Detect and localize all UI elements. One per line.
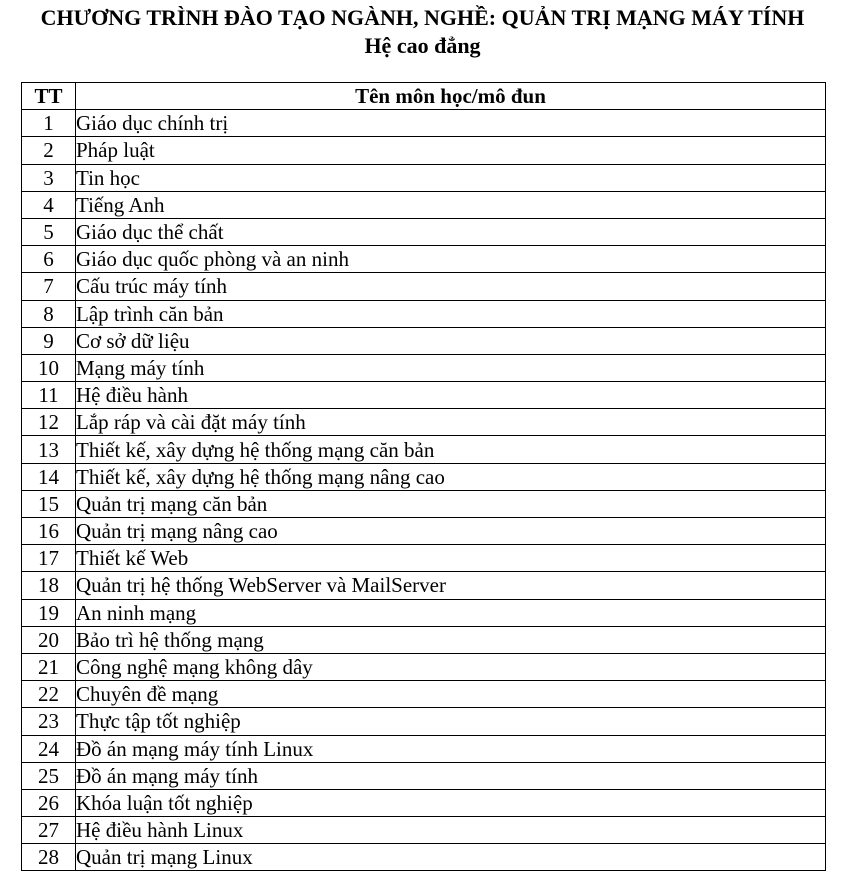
row-number: 21 xyxy=(22,653,76,680)
subject-name: Mạng máy tính xyxy=(76,354,826,381)
subject-name: Thiết kế Web xyxy=(76,545,826,572)
table-row xyxy=(22,273,826,300)
subject-name: Thực tập tốt nghiệp xyxy=(76,708,826,735)
table-row xyxy=(22,137,826,164)
row-number: 27 xyxy=(22,817,76,844)
subject-name: Đồ án mạng máy tính xyxy=(76,762,826,789)
subject-name: Quản trị hệ thống WebServer và MailServer xyxy=(76,572,826,599)
table-row xyxy=(22,817,826,844)
row-number: 28 xyxy=(22,844,76,871)
subject-name: Giáo dục thể chất xyxy=(76,218,826,245)
subject-name: Thiết kế, xây dựng hệ thống mạng nâng cao xyxy=(76,463,826,490)
table-row xyxy=(22,518,826,545)
table-row xyxy=(22,626,826,653)
subject-name: Pháp luật xyxy=(76,137,826,164)
subject-name: Cấu trúc máy tính xyxy=(76,273,826,300)
subject-name: Thiết kế, xây dựng hệ thống mạng căn bản xyxy=(76,436,826,463)
row-number: 20 xyxy=(22,626,76,653)
table-row xyxy=(22,436,826,463)
table-body xyxy=(22,110,826,871)
row-number: 23 xyxy=(22,708,76,735)
row-number: 26 xyxy=(22,789,76,816)
row-number: 11 xyxy=(22,382,76,409)
table-row xyxy=(22,300,826,327)
table-row xyxy=(22,599,826,626)
document-subtitle: Hệ cao đẳng xyxy=(364,33,481,58)
table-row xyxy=(22,218,826,245)
row-number: 18 xyxy=(22,572,76,599)
table-row xyxy=(22,844,826,871)
subject-name: Quản trị mạng nâng cao xyxy=(76,518,826,545)
subject-name: Tiếng Anh xyxy=(76,191,826,218)
row-number: 5 xyxy=(22,218,76,245)
row-number: 9 xyxy=(22,327,76,354)
subject-name: Đồ án mạng máy tính Linux xyxy=(76,735,826,762)
subject-name: Giáo dục chính trị xyxy=(76,110,826,137)
subject-name: Hệ điều hành Linux xyxy=(76,817,826,844)
table-row xyxy=(22,789,826,816)
subject-name: Quản trị mạng Linux xyxy=(76,844,826,871)
subject-name: Tin học xyxy=(76,164,826,191)
table-header-row xyxy=(22,83,826,110)
row-number: 1 xyxy=(22,110,76,137)
table-row xyxy=(22,735,826,762)
row-number: 25 xyxy=(22,762,76,789)
table-row xyxy=(22,572,826,599)
table-row xyxy=(22,681,826,708)
row-number: 24 xyxy=(22,735,76,762)
subject-name: Công nghệ mạng không dây xyxy=(76,653,826,680)
row-number: 6 xyxy=(22,246,76,273)
row-number: 12 xyxy=(22,409,76,436)
subject-name: Giáo dục quốc phòng và an ninh xyxy=(76,246,826,273)
curriculum-table xyxy=(21,82,826,871)
row-number: 14 xyxy=(22,463,76,490)
table-row xyxy=(22,246,826,273)
row-number: 2 xyxy=(22,137,76,164)
row-number: 19 xyxy=(22,599,76,626)
table-row xyxy=(22,164,826,191)
subject-name: Lập trình căn bản xyxy=(76,300,826,327)
table-row xyxy=(22,545,826,572)
row-number: 4 xyxy=(22,191,76,218)
row-number: 13 xyxy=(22,436,76,463)
header-tt: TT xyxy=(22,83,76,110)
table-row xyxy=(22,327,826,354)
subject-name: Chuyên đề mạng xyxy=(76,681,826,708)
table-row xyxy=(22,490,826,517)
table-row xyxy=(22,382,826,409)
table-row xyxy=(22,191,826,218)
subject-name: Quản trị mạng căn bản xyxy=(76,490,826,517)
subject-name: Bảo trì hệ thống mạng xyxy=(76,626,826,653)
header-subject-name: Tên môn học/mô đun xyxy=(76,83,826,110)
subject-name: An ninh mạng xyxy=(76,599,826,626)
table-row xyxy=(22,354,826,381)
table-row xyxy=(22,653,826,680)
subject-name: Lắp ráp và cài đặt máy tính xyxy=(76,409,826,436)
subject-name: Cơ sở dữ liệu xyxy=(76,327,826,354)
table-row xyxy=(22,762,826,789)
table-row xyxy=(22,708,826,735)
subject-name: Khóa luận tốt nghiệp xyxy=(76,789,826,816)
row-number: 17 xyxy=(22,545,76,572)
row-number: 3 xyxy=(22,164,76,191)
row-number: 16 xyxy=(22,518,76,545)
row-number: 22 xyxy=(22,681,76,708)
row-number: 15 xyxy=(22,490,76,517)
row-number: 7 xyxy=(22,273,76,300)
row-number: 10 xyxy=(22,354,76,381)
subject-name: Hệ điều hành xyxy=(76,382,826,409)
document-title: CHƯƠNG TRÌNH ĐÀO TẠO NGÀNH, NGHỀ: QUẢN TRỊ MẠNG MÁY TÍNH xyxy=(40,5,805,30)
table-row xyxy=(22,463,826,490)
row-number: 8 xyxy=(22,300,76,327)
table-row xyxy=(22,110,826,137)
table-row xyxy=(22,409,826,436)
